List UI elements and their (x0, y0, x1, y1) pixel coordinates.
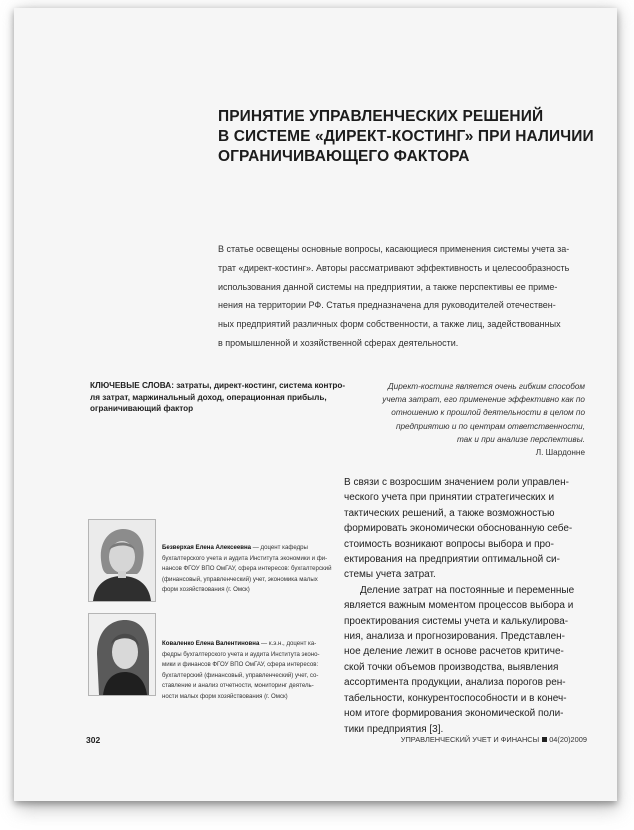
body-line: проектирования системы учета и калькулирова- (344, 615, 569, 627)
epigraph-line: отношению к прошлой деятельности в целом по (391, 408, 585, 418)
author-bio-line: бухгалтерский (финансовый, управленческий) учет, со- (162, 671, 319, 679)
journal-footer (401, 735, 587, 744)
author-photo-image (89, 614, 155, 695)
journal-page (14, 8, 617, 801)
title-line: В СИСТЕМЕ «ДИРЕКТ-КОСТИНГ» ПРИ НАЛИЧИИ (218, 128, 594, 145)
square-bullet-icon (542, 737, 547, 742)
body-line: табельности, конкурентоспособности и в конеч- (344, 692, 567, 704)
journal-issue: 04(20)2009 (549, 735, 587, 744)
body-line: ассортимента продукции, анализа порогов рен- (344, 677, 566, 689)
body-line: В связи с возросшим значением роли управлен- (344, 477, 569, 488)
keywords-line: КЛЮЧЕВЫЕ СЛОВА: затраты, директ-костинг, система контро- (90, 381, 346, 390)
body-line: тики предприятия [3]. (344, 723, 444, 735)
abstract-line: трат «директ-костинг». Авторы рассматривают эффективность и целесообразность (218, 262, 570, 273)
body-line: тактических решений, а также возможностью (344, 507, 555, 519)
author-bio (162, 543, 342, 596)
author-bio (162, 639, 342, 703)
abstract-line: В статье освещены основные вопросы, касающиеся применения системы учета за- (218, 244, 570, 254)
author-bio-line: (финансовый, управленческий) учет, экономика малых (162, 575, 318, 583)
author-photo (88, 613, 156, 696)
author-bio-line (162, 543, 342, 554)
page-number: 302 (86, 735, 101, 745)
epigraph-author: Л. Шардонне (535, 448, 585, 458)
author-bio-line: федры бухгалтерского учета и аудита Института эконо- (162, 650, 320, 658)
author-bio-line: ности малых форм хозяйствования (г. Омск) (162, 692, 288, 700)
author-photo (88, 519, 156, 602)
epigraph-line: предприятию и по центрам ответственности, (396, 421, 585, 431)
epigraph-line: Директ-костинг является очень гибким способом (387, 382, 585, 391)
author-bio-text: — к.э.н., доцент ка- (259, 640, 317, 647)
body-line: ектирования на предприятии оптимальной си- (344, 554, 560, 566)
journal-name: УПРАВЛЕНЧЕСКИЙ УЧЕТ И ФИНАНСЫ (400, 735, 540, 744)
title-line: ОГРАНИЧИВАЮЩЕГО ФАКТОРА (218, 148, 470, 165)
article-abstract (218, 240, 590, 353)
article-title (218, 107, 608, 167)
author-bio-line: нансов ФГОУ ВПО ОмГАУ, сфера интересов: бухгалтерский (162, 565, 332, 573)
body-line: ской точки объемов производства, выявления (344, 661, 559, 673)
keywords-line: ля затрат, маржинальный доход, операционная прибыль, (90, 392, 327, 402)
epigraph-line: так и при анализе перспективы. (456, 434, 585, 444)
author-bio-line: форм хозяйствования (г. Омск) (162, 586, 250, 594)
body-line: Деление затрат на постоянные и переменные (360, 584, 575, 596)
author-bio-line: ставление и анализ отчетности, мониторинг деятель- (162, 682, 314, 690)
keywords-line: ограничивающий фактор (90, 404, 194, 413)
author-bio-line: мики и финансов ФГОУ ВПО ОмГАУ, сфера интересов: (162, 661, 319, 669)
author-name: Безверхая Елена Алексеевна (162, 544, 252, 551)
body-line: стоимость возникают вопросы выбора и про- (344, 538, 554, 550)
author-bio-text: — доцент кафедры (251, 544, 308, 551)
abstract-line: нения на территории РФ. Статья предназначена для руководителей отечествен- (218, 300, 556, 311)
abstract-line: использования данной системы на предприятии, а также перспективы ее приме- (218, 281, 558, 292)
body-line: ном итоге формирования экономической поли- (344, 708, 564, 720)
body-line: ческого учета при принятии стратегических и (344, 492, 555, 504)
epigraph-line: учета затрат, его применение эффективно как по (382, 395, 585, 405)
body-line: ное деление лежит в основе расчетов критиче- (344, 646, 564, 658)
body-line: ния, анализа и прогнозирования. Представлен- (344, 631, 566, 643)
author-photo-image (89, 520, 155, 601)
article-body (344, 475, 606, 737)
epigraph-quote (325, 380, 585, 459)
body-line: стемы учета затрат. (344, 569, 436, 581)
author-bio-line: бухгалтерского учета и аудита Института экономики и фи- (162, 554, 328, 562)
title-line: ПРИНЯТИЕ УПРАВЛЕНЧЕСКИХ РЕШЕНИЙ (218, 108, 544, 125)
abstract-line: ных предприятий различных форм собственности, а также лиц, задействованных (218, 319, 561, 330)
body-line: является важным моментом процессов выбора и (344, 600, 574, 612)
author-bio-line (162, 639, 342, 650)
body-line: формировать экономически обоснованную себе- (344, 523, 573, 535)
keywords-block (90, 380, 346, 415)
author-name: Коваленко Елена Валентиновна (162, 640, 260, 647)
abstract-line: в промышленной и хозяйственной сферах деятельности. (218, 337, 459, 348)
